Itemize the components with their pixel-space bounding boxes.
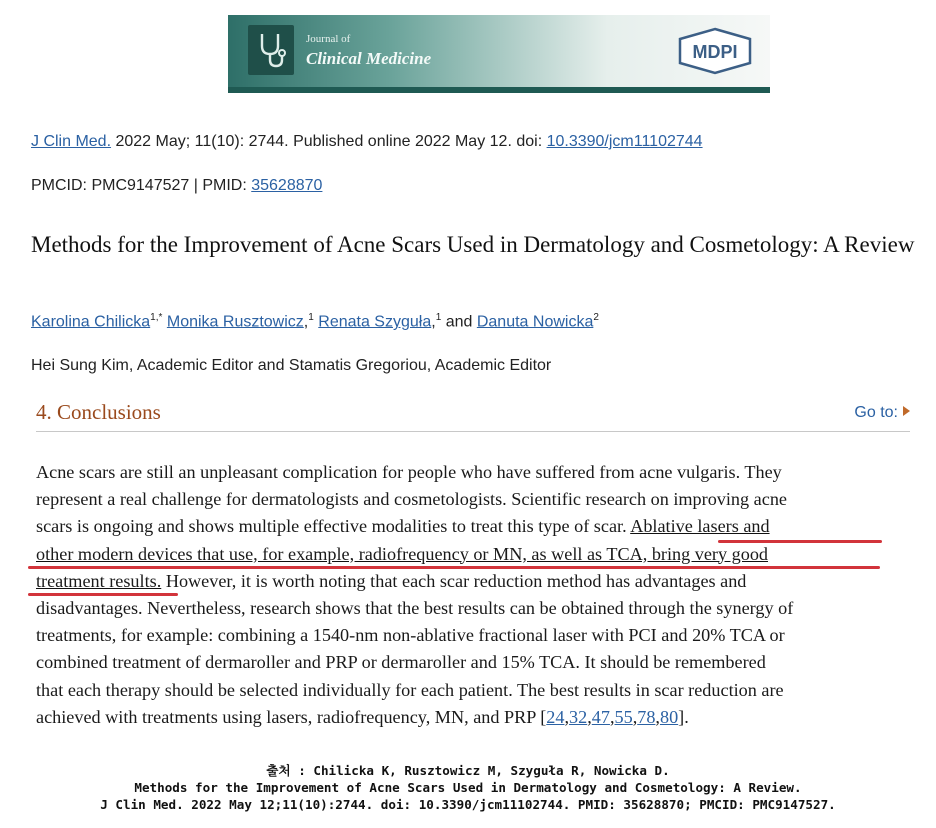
section-divider [36, 431, 910, 432]
article-title: Methods for the Improvement of Acne Scars Used in Dermatology and Cosmetology: A Review [31, 232, 915, 257]
reference-link[interactable]: 32 [569, 706, 588, 727]
paragraph-text: ]. [678, 706, 689, 727]
author-link[interactable]: Renata Szyguła [318, 313, 432, 331]
author-affiliation: 1 [308, 312, 314, 323]
reference-link[interactable]: 55 [614, 706, 633, 727]
stethoscope-icon [248, 25, 294, 75]
journal-abbr-link[interactable]: J Clin Med. [31, 133, 112, 150]
highlighted-text: treatment results. [36, 570, 162, 591]
paragraph-line [36, 513, 912, 540]
academic-editors: Hei Sung Kim, Academic Editor and Stamatis Gregoriou, Academic Editor [31, 357, 552, 374]
author-list: Karolina Chilicka$^{1,*}$ Monika Rusztowicz,$^1$ Renata Szyguła,$^1$ and Danuta Nowicka$^2$ [31, 312, 599, 331]
doi-link[interactable]: 10.3390/jcm11102744 [546, 133, 703, 150]
source-line: 출처 : Chilicka K, Rusztowicz M, Szyguła R, Nowicka D. [266, 763, 670, 778]
reference-link[interactable]: 78 [637, 706, 656, 727]
paragraph-line: represent a real challenge for dermatologists and cosmetologists. Scientific research on improving acne [36, 489, 787, 510]
paragraph-line: disadvantages. Nevertheless, research shows that the best results can be obtained through the synergy of [36, 598, 794, 619]
citation-details: 2022 May; 11(10): 2744. Published online 2022 May 12. doi: [111, 133, 547, 150]
highlighted-text: Ablative lasers and [630, 516, 770, 537]
journal-name: Clinical Medicine [306, 49, 432, 68]
paragraph-line: that each therapy should be selected individually for each patient. The best results in scar reduction are [36, 679, 784, 700]
publisher-name: MDPI [692, 42, 738, 62]
reference-link[interactable]: 80 [659, 706, 679, 727]
journal-banner [228, 15, 770, 93]
journal-of-label: Journal of [306, 33, 351, 45]
paragraph-line: Acne scars are still an unpleasant complication for people who have suffered from acne vulgaris. They [36, 462, 782, 482]
mdpi-logo [676, 27, 754, 75]
paragraph-line [36, 541, 912, 568]
paragraph-text: scars is ongoing and shows multiple effective modalities to treat this type of scar. [36, 516, 631, 537]
source-line: J Clin Med. 2022 May 12;11(10):2744. doi: 10.3390/jcm11102744. PMID: 35628870; PMCID: PMC9147527. [100, 797, 836, 812]
red-underline-mark [28, 593, 178, 596]
triangle-right-icon [903, 406, 910, 416]
author-affiliation: 1,* [150, 312, 163, 323]
pmid-link[interactable]: 35628870 [251, 177, 323, 194]
pmcid-text: PMCID: PMC9147527 | PMID: [31, 177, 252, 194]
paragraph-line: combined treatment of dermaroller and PRP or dermaroller and 15% TCA. It should be remembered [36, 652, 766, 673]
source-line: Methods for the Improvement of Acne Scars Used in Dermatology and Cosmetology: A Review. [134, 780, 802, 795]
author-affiliation: 2 [593, 312, 599, 323]
paragraph-line: treatments, for example: combining a 1540-nm non-ablative fractional laser with PCI and 20% TCA or [36, 625, 785, 646]
author-affiliation: 1 [435, 312, 442, 323]
citation-line [31, 133, 703, 151]
section-heading: 4. Conclusions [36, 400, 161, 424]
goto-label: Go to: [854, 404, 898, 421]
reference-link[interactable]: 47 [591, 706, 610, 727]
authors-and: and [441, 313, 477, 331]
author-link[interactable]: Danuta Nowicka [476, 313, 594, 331]
goto-button[interactable] [854, 404, 910, 422]
reference-link[interactable]: 24 [546, 706, 565, 727]
author-link[interactable]: Monika Rusztowicz [166, 313, 304, 331]
paragraph-text: However, it is worth noting that each scar reduction method has advantages and [161, 570, 747, 591]
red-underline-mark [718, 540, 882, 543]
paragraph-line: achieved with treatments using lasers, radiofrequency, MN, and PRP [24,32,47,55,78,80]. [36, 706, 689, 727]
paragraph-text: achieved with treatments using lasers, radiofrequency, MN, and PRP [ [36, 706, 547, 727]
ids-line [31, 177, 322, 195]
paragraph-line [36, 568, 912, 595]
highlighted-text: other modern devices that use, for example, radiofrequency or MN, as well as TCA, bring very good [36, 543, 769, 564]
author-link[interactable]: Karolina Chilicka [31, 313, 151, 331]
source-note [0, 762, 936, 813]
red-underline-mark [28, 566, 880, 569]
